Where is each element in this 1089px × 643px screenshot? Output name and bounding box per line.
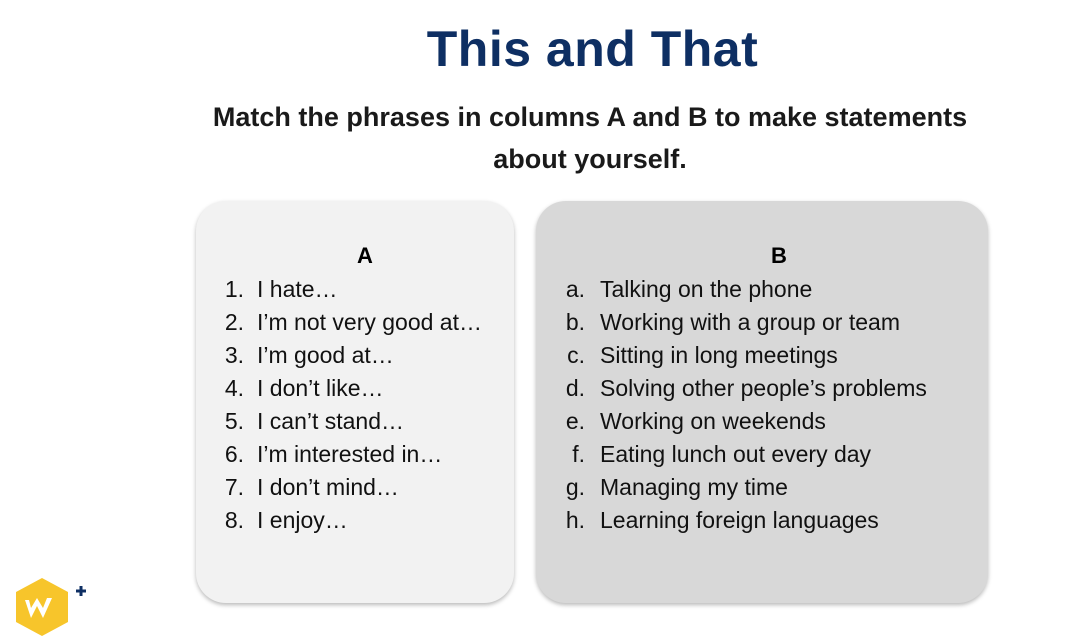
list-item	[560, 372, 927, 405]
list-item	[220, 306, 482, 339]
list-item-text: Working with a group or team	[600, 309, 900, 335]
list-marker: 5.	[224, 408, 244, 434]
list-item	[560, 306, 927, 339]
list-item	[220, 339, 482, 372]
instructions-text: Match the phrases in columns A and B to make statements about yourself.	[212, 102, 968, 174]
list-marker: d.	[565, 375, 585, 401]
list-item	[560, 504, 927, 537]
list-marker: c.	[567, 342, 585, 368]
list-marker: 3.	[224, 342, 244, 368]
list-marker: b.	[565, 309, 585, 335]
list-item	[560, 273, 927, 306]
list-marker: 7.	[224, 474, 244, 500]
column-a-list	[220, 273, 482, 537]
list-item-text: I’m interested in…	[257, 441, 443, 467]
list-item-text: I’m good at…	[257, 342, 394, 368]
column-b-list	[560, 273, 927, 537]
list-item-text: I don’t mind…	[257, 474, 399, 500]
list-item-text: Solving other people’s problems	[600, 375, 927, 401]
list-item	[220, 372, 482, 405]
list-marker: 4.	[224, 375, 244, 401]
list-item	[560, 471, 927, 504]
column-b-heading: B	[771, 243, 787, 268]
list-item-text: Working on weekends	[600, 408, 826, 434]
list-item-text: I enjoy…	[257, 507, 348, 533]
list-item	[220, 471, 482, 504]
list-item-text: Managing my time	[600, 474, 788, 500]
list-item-text: I can’t stand…	[257, 408, 405, 434]
list-item	[220, 504, 482, 537]
list-marker: e.	[565, 408, 585, 434]
brand-logo-icon	[12, 576, 90, 638]
list-item	[220, 405, 482, 438]
list-item-text: I hate…	[257, 276, 338, 302]
list-item	[220, 273, 482, 306]
list-marker: a.	[565, 276, 585, 302]
list-item-text: I don’t like…	[257, 375, 384, 401]
list-item-text: Eating lunch out every day	[600, 441, 872, 467]
list-marker: g.	[565, 474, 585, 500]
page-title: This and That	[426, 21, 759, 77]
list-marker: 6.	[224, 441, 244, 467]
column-a-heading: A	[357, 243, 373, 268]
list-item	[560, 438, 927, 471]
list-item-text: Sitting in long meetings	[600, 342, 838, 368]
list-marker: f.	[572, 441, 585, 467]
list-marker: h.	[565, 507, 585, 533]
list-item-text: Talking on the phone	[600, 276, 813, 302]
list-item-text: Learning foreign languages	[600, 507, 879, 533]
list-item-text: I’m not very good at…	[257, 309, 482, 335]
logo-plus-mark	[76, 586, 86, 596]
list-marker: 1.	[224, 276, 244, 302]
list-item	[560, 339, 927, 372]
list-item	[560, 405, 927, 438]
list-item	[220, 438, 482, 471]
list-marker: 8.	[224, 507, 244, 533]
list-marker: 2.	[224, 309, 244, 335]
